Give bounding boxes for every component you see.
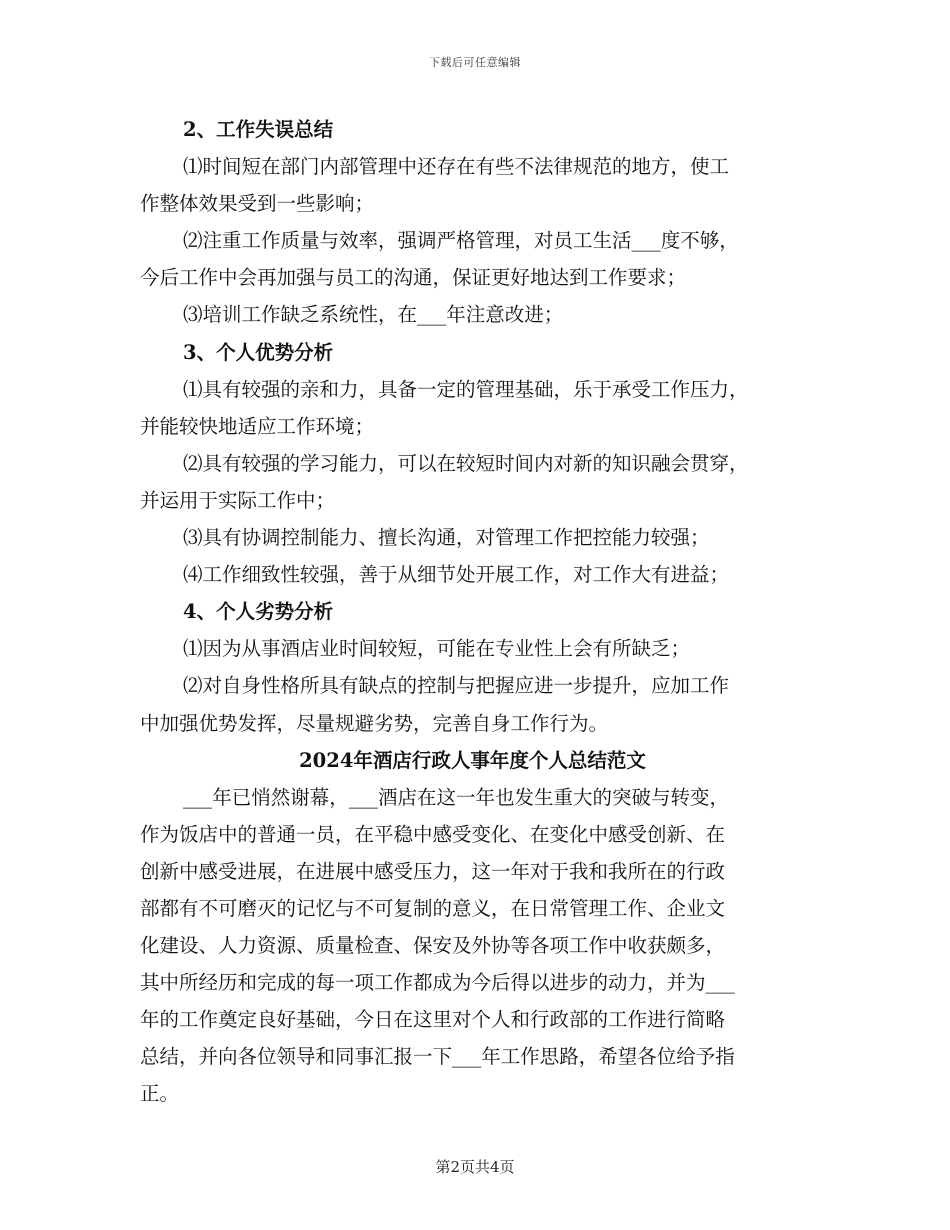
paragraph-line: ⑶培训工作缺乏系统性，在___年注意改进； [183,303,564,327]
section-heading-4: 4、个人劣势分析 [183,600,334,624]
page-number: 第2页共4页 [435,1158,515,1176]
article-line: 总结，并向各位领导和同事汇报一下___年工作思路，希望各位给予指 [140,1045,735,1069]
header-note: 下载后可任意编辑 [429,56,521,69]
article-line: 年的工作奠定良好基础，今日在这里对个人和行政部的工作进行简略 [140,1008,726,1032]
paragraph-line: ⑴因为从事酒店业时间较短，可能在专业性上会有所缺乏； [183,637,691,661]
section-heading-3: 3、个人优势分析 [183,340,334,364]
paragraph-line: 并能较快地适应工作环境； [140,414,375,438]
paragraph-line: ⑴时间短在部门内部管理中还存在有些不法律规范的地方，使工 [183,155,730,179]
article-line: 化建设、人力资源、质量检查、保安及外协等各项工作中收获颇多， [140,934,726,958]
paragraph-line: ⑴具有较强的亲和力，具备一定的管理基础，乐于承受工作压力， [183,377,749,401]
document-body [140,111,805,1113]
paragraph-line: 中加强优势发挥，尽量规避劣势，完善自身工作行为。 [140,711,609,735]
paragraph-line: ⑷工作细致性较强，善于从细节处开展工作，对工作大有进益； [183,563,730,587]
article-line: 其中所经历和完成的每一项工作都成为今后得以进步的动力，并为___ [140,971,735,995]
paragraph-line: ⑶具有协调控制能力、擅长沟通，对管理工作把控能力较强； [183,526,710,550]
article-line: 部都有不可磨灭的记忆与不可复制的意义，在日常管理工作、企业文 [140,896,726,920]
paragraph-line: ⑵具有较强的学习能力，可以在较短时间内对新的知识融会贯穿， [183,451,749,475]
section-heading-2: 2、工作失误总结 [183,118,334,141]
paragraph-line: ⑵注重工作质量与效率，强调严格管理，对员工生活___度不够， [183,229,739,253]
article-line: ___年已悄然谢幕，___酒店在这一年也发生重大的突破与转变， [183,785,730,809]
article-line: 作为饭店中的普通一员，在平稳中感受变化、在变化中感受创新、在 [140,822,726,846]
article-title: 2024年酒店行政人事年度个人总结范文 [299,748,646,772]
paragraph-line: 今后工作中会再加强与员工的沟通，保证更好地达到工作要求； [140,266,687,290]
article-line: 正。 [140,1082,180,1106]
article-line: 创新中感受进展，在进展中感受压力，这一年对于我和我所在的行政 [140,859,726,883]
paragraph-line: 作整体效果受到一些影响； [140,192,375,216]
paragraph-line: ⑵对自身性格所具有缺点的控制与把握应进一步提升，应加工作 [183,674,730,698]
paragraph-line: 并运用于实际工作中； [140,488,336,512]
